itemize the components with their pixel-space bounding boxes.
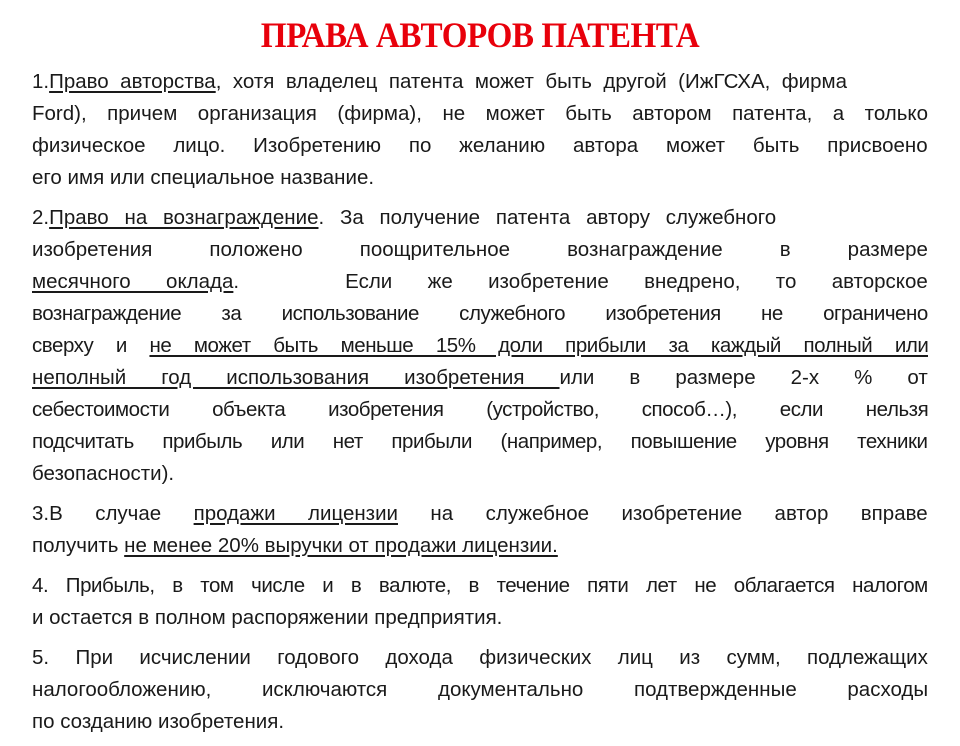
paragraph-3-license-sale xyxy=(32,498,928,562)
text-line xyxy=(32,706,928,738)
text-line xyxy=(32,362,928,394)
slide-body xyxy=(32,66,928,746)
text-segment: и остается в полном распоряжении предприятия. xyxy=(32,606,503,629)
text-segment: изобретения положено поощрительное вознаграждение в размере xyxy=(32,238,928,261)
text-segment: или в размере 2-х % от xyxy=(559,366,928,389)
text-segment: по созданию изобретения. xyxy=(32,710,285,733)
text-segment: налогообложению, исключаются документально подтвержденные расходы xyxy=(32,678,928,701)
text-segment: 4. Прибыль, в том числе и в валюте, в течение пяти лет не облагается налогом xyxy=(32,574,928,597)
text-segment: физическое лицо. Изобретению по желанию автора может быть присвоено xyxy=(32,134,928,157)
text-line xyxy=(32,330,928,362)
text-line xyxy=(32,602,928,634)
text-segment: 5. При исчислении годового дохода физических лиц из сумм, подлежащих xyxy=(32,646,928,669)
text-segment: . За получение патента автору служебного xyxy=(318,206,777,229)
paragraph-5-income-deduction xyxy=(32,642,928,738)
text-segment: на служебное изобретение автор вправе xyxy=(397,502,928,525)
text-line xyxy=(32,66,928,98)
paragraph-4-tax-exemption xyxy=(32,570,928,634)
text-line xyxy=(32,266,928,298)
text-line xyxy=(32,394,928,426)
paragraph-2-remuneration xyxy=(32,202,928,490)
underlined-term-usage-year: неполный год использования изобретения xyxy=(32,366,560,389)
slide-title: ПРАВА АВТОРОВ ПАТЕНТА xyxy=(260,15,700,55)
text-line xyxy=(32,642,928,674)
text-segment: 3.В случае xyxy=(32,502,194,525)
text-line xyxy=(32,426,928,458)
underlined-term-revenue-share: не менее 20% выручки от продажи лицензии. xyxy=(124,534,558,557)
text-segment: получить xyxy=(32,534,125,557)
underlined-term-remuneration: Право на вознаграждение xyxy=(49,206,319,229)
text-line xyxy=(32,162,928,194)
underlined-term-license-sale: продажи лицензии xyxy=(193,502,398,525)
item-number: 2. xyxy=(32,206,50,229)
text-segment: , хотя владелец патента может быть другой (ИжГСХА, фирма xyxy=(215,70,848,93)
text-segment: себестоимости объекта изобретения (устройство, способ…), если нельзя xyxy=(32,398,928,421)
text-segment: Ford), причем организация (фирма), не может быть автором патента, а только xyxy=(32,102,928,125)
text-line xyxy=(32,570,928,602)
text-line xyxy=(32,498,928,530)
text-segment: сверху и xyxy=(32,334,150,357)
text-segment: безопасности). xyxy=(32,462,175,485)
text-segment: . Если же изобретение внедрено, то авторское xyxy=(233,270,928,293)
text-line xyxy=(32,130,928,162)
text-segment: подсчитать прибыль или нет прибыли (например, повышение уровня техники xyxy=(32,430,928,453)
text-line xyxy=(32,98,928,130)
item-number: 1. xyxy=(32,70,50,93)
text-line xyxy=(32,202,928,234)
text-line xyxy=(32,234,928,266)
underlined-term-monthly-salary: месячного оклада xyxy=(32,270,234,293)
underlined-term-authorship: Право авторства xyxy=(49,70,216,93)
text-line xyxy=(32,674,928,706)
underlined-term-profit-share: не может быть меньше 15% доли прибыли за каждый полный или xyxy=(149,334,928,357)
text-segment: вознаграждение за использование служебного изобретения не ограничено xyxy=(32,302,928,325)
text-line xyxy=(32,530,928,562)
text-line xyxy=(32,298,928,330)
text-segment: его имя или специальное название. xyxy=(32,166,375,189)
text-line xyxy=(32,458,928,490)
paragraph-1-authorship xyxy=(32,66,928,194)
